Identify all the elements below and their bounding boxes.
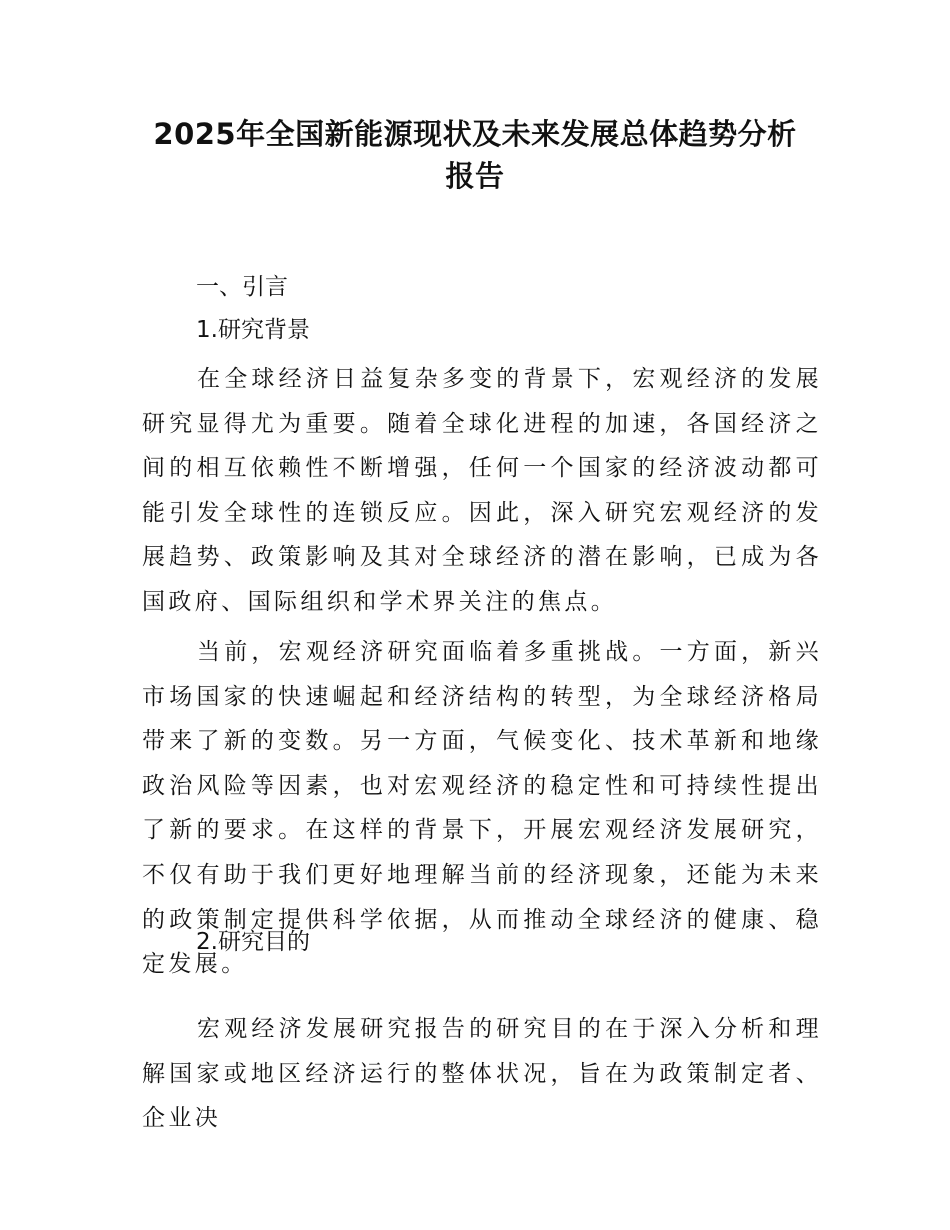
document-title-line-1: 2025年全国新能源现状及未来发展总体趋势分析 (153, 117, 797, 151)
subsection-heading-background: 1.研究背景 (196, 317, 310, 343)
paragraph-background-2: 当前，宏观经济研究面临着多重挑战。一方面，新兴市场国家的快速崛起和经济结构的转型，为全球经济格局带来了新的变数。另一方面，气候变化、技术革新和地缘政治风险等因素，也对宏观经济的稳定性和可持续性提出了新的要求。在这样的背景下，开展宏观经济发展研究，不仅有助于我们更好地理解当前的经济现象，还能为未来的政策制定提供科学依据，从而推动全球经济的健康、稳定发展。 (142, 639, 822, 978)
paragraph-background-1: 在全球经济日益复杂多变的背景下，宏观经济的发展研究显得尤为重要。随着全球化进程的加速，各国经济之间的相互依赖性不断增强，任何一个国家的经济波动都可能引发全球性的连锁反应。因此，深入研究宏观经济的发展趋势、政策影响及其对全球经济的潜在影响，已成为各国政府、国际组织和学术界关注的焦点。 (142, 366, 822, 615)
document-title-line-2: 报告 (445, 159, 505, 193)
subsection-heading-purpose: 2.研究目的 (196, 929, 310, 955)
section-heading-introduction: 一、引言 (196, 274, 288, 300)
paragraph-purpose: 宏观经济发展研究报告的研究目的在于深入分析和理解国家或地区经济运行的整体状况，旨在为政策制定者、企业决 (142, 1016, 822, 1132)
